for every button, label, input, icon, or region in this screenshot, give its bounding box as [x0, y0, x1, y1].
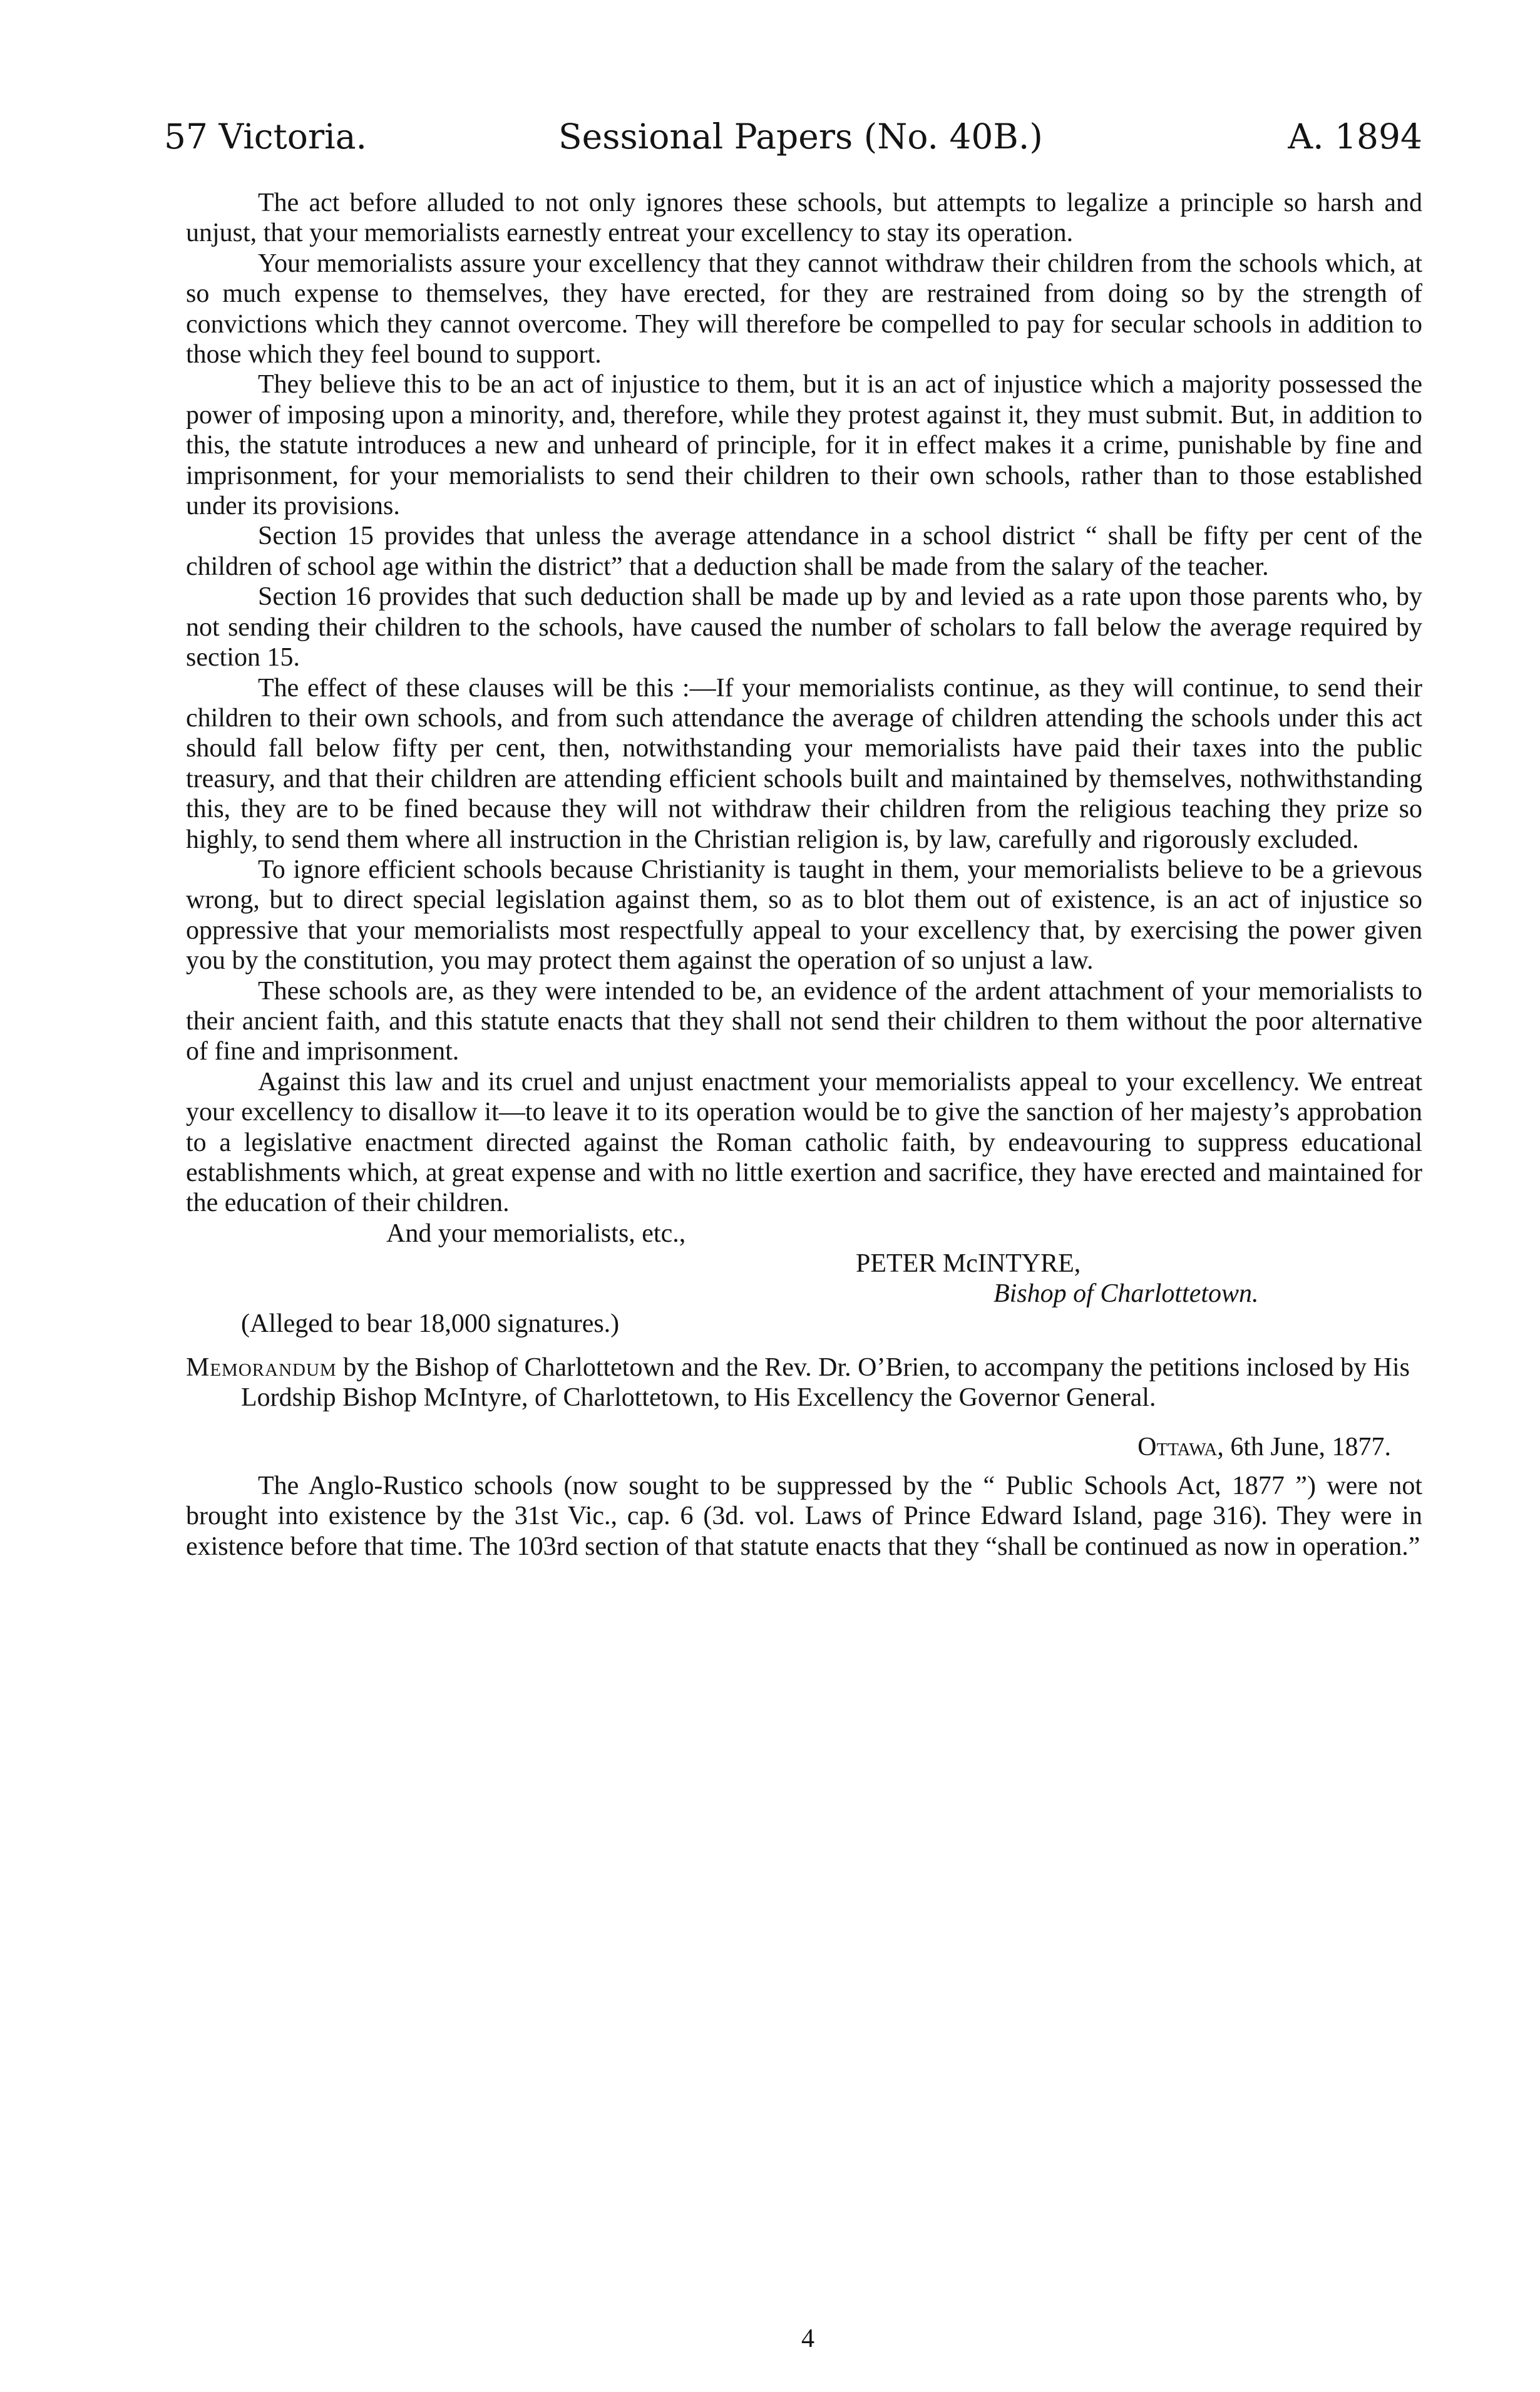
memorandum-label: Memorandum [186, 1353, 337, 1382]
paragraph-against-this-law: Against this law and its cruel and unjust enactment your memorialists appeal to your excellency. We entreat your excellency to disallow it—to leave it to its operation would be to give the sanction of her majesty’s approbation to a legislative enactment directed against the Roman catholic faith, by endeavouring to suppress educational establishments which, at great expense and with no little exertion and sacrifice, they have erected and maintained for the education of their children. [186, 1067, 1422, 1218]
paragraph-effect-of-clauses: The effect of these clauses will be this :—If your memorialists continue, as they will continue, to send their children to their own schools, and from such attendance the average of children attending the schools under this act should fall below fifty per cent, then, notwithstanding your memorialists have paid their taxes into the public treasury, and that their children are attending efficient schools built and maintained by themselves, nothwithstanding this, they are to be fined because they will not withdraw their children from the religious teaching they prize so highly, to send them where all instruction in the Christian religion is, by law, carefully and rigorously excluded. [186, 673, 1422, 854]
paragraph-act-of-injustice: They believe this to be an act of injustice to them, but it is an act of injustice which a majority possessed the power of imposing upon a minority, and, therefore, while they protest against it, they must submit. But, in addition to this, the statute introduces a new and unheard of principle, for it in effect makes it a crime, punishable by fine and imprisonment, for your memorialists to send their children to their own schools, rather than to those established under its provisions. [186, 370, 1422, 521]
dateline [186, 1432, 1422, 1462]
paragraph-anglo-rustico: The Anglo-Rustico schools (now sought to be suppressed by the “ Public Schools Act, 1877 ”) were not brought into existence by the 31st Vic., cap. 6 (3d. vol. Laws of Prince Edward Island, page 316). They were in existence before that time. The 103rd section of that statute enacts that they “shall be continued as now in operation.” [186, 1472, 1422, 1561]
paragraph-act-alluded: The act before alluded to not only ignores these schools, but attempts to legalize a principle so harsh and unjust, that your memorialists earnestly entreat your excellency to stay its operation. [186, 188, 1422, 248]
paragraph-these-schools: These schools are, as they were intended to be, an evidence of the ardent attachment of your memorialists to their ancient faith, and this statute enacts that they shall not send their children to them without the poor alternative of fine and imprisonment. [186, 976, 1422, 1066]
signer-name: PETER McINTYRE, [856, 1249, 1081, 1278]
dateline-place: Ottawa [1137, 1432, 1218, 1461]
dateline-date: , 6th June, 1877. [1217, 1432, 1391, 1461]
signature-count-note: (Alleged to bear 18,000 signatures.) [241, 1309, 620, 1338]
page-number: 4 [801, 2324, 814, 2353]
memorandum-heading [186, 1353, 1422, 1413]
paragraph-cannot-withdraw: Your memorialists assure your excellency that they cannot withdraw their children from the schools which, at so much expense to themselves, they have erected, for they are restrained from doing so by the strength of convictions which they cannot overcome. They will therefore be compelled to pay for secular schools in addition to those which they feel bound to support. [186, 249, 1422, 369]
closing-line: And your memorialists, etc., [386, 1219, 686, 1248]
header-sessional-papers: Sessional Papers (No. 40B.) [558, 116, 1043, 157]
signer-title: Bishop of Charlottetown. [993, 1279, 1259, 1308]
paragraph-ignore-efficient-schools: To ignore efficient schools because Christianity is taught in them, your memorialists believe to be a grievous wrong, but to direct special legislation against them, so as to blot them out of existence, is an act of injustice so oppressive that your memorialists most respectfully appeal to your excellency that, by exercising the power given you by the constitution, you may protect them against the operation of so unjust a law. [186, 855, 1422, 976]
header-year: A. 1894 [1288, 116, 1422, 157]
paragraph-section-16: Section 16 provides that such deduction shall be made up by and levied as a rate upon those parents who, by not sending their children to the schools, have caused the number of scholars to fall below the average required by section 15. [186, 582, 1422, 673]
header-session: 57 Victoria. [164, 116, 367, 157]
closing-signature-block [186, 1219, 1422, 1344]
memorandum-text: by the Bishop of Charlottetown and the Rev. Dr. O’Brien, to accompany the petitions inclosed by His Lordship Bishop McIntyre, of Charlottetown, to His Excellency the Governor General. [241, 1353, 1410, 1413]
paragraph-section-15: Section 15 provides that unless the average attendance in a school district “ shall be fifty per cent of the children of school age within the district” that a deduction shall be made from the salary of the teacher. [186, 522, 1422, 581]
body-text [186, 188, 1422, 1562]
running-header [164, 111, 1422, 162]
